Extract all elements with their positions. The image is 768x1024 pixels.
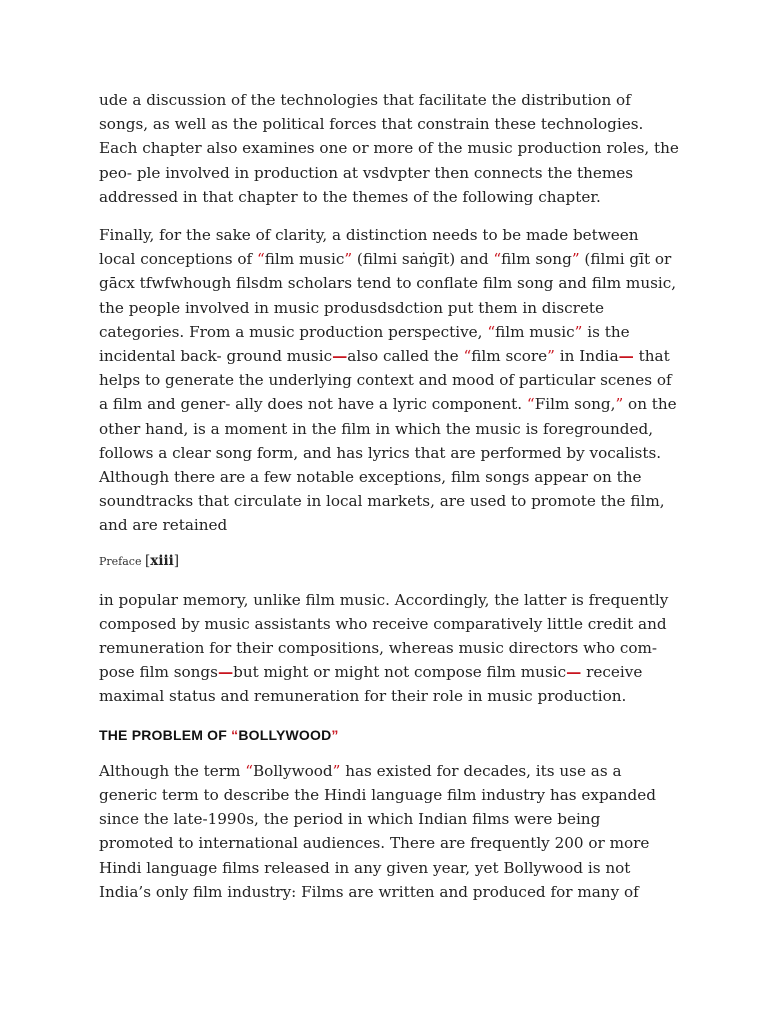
- em-dash: —: [332, 347, 348, 366]
- em-dash: —: [217, 663, 234, 682]
- bracket-close: ]: [173, 552, 179, 569]
- text-run: Although the term: [99, 761, 246, 780]
- document-page: [99, 88, 679, 918]
- close-quote: ”: [615, 395, 624, 414]
- close-quote: ”: [332, 761, 341, 780]
- page-number: xiii: [150, 552, 174, 569]
- open-quote: “: [245, 761, 254, 780]
- paragraph-bollywood-term: [99, 759, 679, 904]
- text-run: on the other hand, is a moment in the film in which the music is foregrounded, follows a clear song form, and has lyrics that are performed by vocalists. Although there are a few notable exceptions, film songs appear on the soundtracks that circulate in local markets, are used to promote the film, and are retained: [99, 395, 677, 535]
- em-dash: —: [566, 663, 582, 682]
- open-quote: “: [493, 250, 502, 269]
- open-quote: “: [463, 347, 472, 366]
- open-quote: “: [487, 322, 496, 341]
- term-film-song: Film song,: [534, 395, 616, 414]
- heading-term: BOLLYWOOD: [238, 726, 332, 743]
- paragraph-chapter-themes: [99, 88, 679, 209]
- close-quote: ”: [344, 250, 353, 269]
- open-quote: “: [231, 726, 239, 743]
- close-quote: ”: [571, 250, 580, 269]
- text-run: (filmi saṅgīt) and: [352, 250, 494, 269]
- open-quote: “: [526, 395, 535, 414]
- close-quote: ”: [547, 347, 555, 366]
- text-run: has existed for decades, its use as a generic term to describe the Hindi language film industry has expanded since the late-1990s, the period in which Indian films were being promoted to international audiences. There are frequently 200 or more Hindi language films released in any given year, yet Bollywood is not India’s only film industry: Films are written and produced for many of: [99, 761, 656, 901]
- term-film-music: film music: [495, 322, 575, 341]
- section-heading: [99, 723, 679, 747]
- open-quote: “: [257, 250, 265, 269]
- heading-text: THE PROBLEM OF: [99, 726, 232, 743]
- text-run: in India: [554, 347, 619, 366]
- term-film-score: film score: [471, 347, 548, 366]
- term-film-song: film song: [501, 250, 572, 269]
- text-run: that helps to generate the underlying context and mood of particular scenes of a film and gener- ally does not have a lyric component.: [99, 347, 672, 414]
- paragraph-popular-memory: [99, 588, 679, 709]
- text-run: (filmi gīt or gācx tfwfwhough filsdm scholars tend to conflate film song and film music, the people involved in music produsdsdction put them in discrete categories. From a music production perspective,: [99, 250, 677, 341]
- em-dash: —: [618, 347, 634, 366]
- close-quote: ”: [574, 322, 583, 341]
- text-run: Finally, for the sake of clarity, a distinction needs to be made between local conceptions of: [99, 226, 639, 269]
- page-footer: [99, 552, 679, 571]
- text-run: also called the: [347, 347, 464, 366]
- running-footer-label: Preface: [99, 554, 142, 568]
- bracket-open: [: [144, 552, 151, 569]
- paragraph-film-music-distinction: [99, 223, 679, 538]
- text-run: receive maximal status and remuneration for their role in music production.: [99, 663, 643, 706]
- text-run: is the incidental back- ground music: [99, 322, 630, 366]
- text-run: in popular memory, unlike film music. Accordingly, the latter is frequently composed by music assistants who receive comparatively little credit and remuneration for their compositions, whereas music directors who com- pose film songs: [99, 590, 669, 682]
- close-quote: ”: [331, 726, 339, 743]
- text-run: but might or might not compose film music: [233, 663, 567, 682]
- term-film-music: film music: [264, 250, 345, 269]
- term-bollywood: Bollywood: [253, 761, 333, 780]
- paragraph-text: ude a discussion of the technologies that facilitate the distribution of songs, as well as the political forces that constrain these technologies. Each chapter also examines one or more of the music production roles, the peo- ple involved in production at vsdvpter then connects the themes addressed in that chapter to the themes of the following chapter.: [99, 91, 679, 206]
